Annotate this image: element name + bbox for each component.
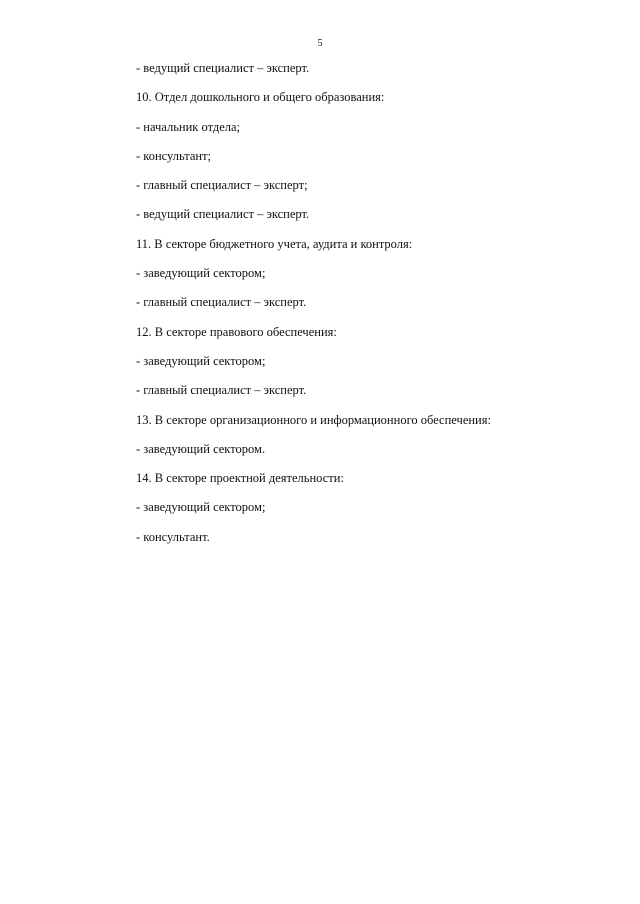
section-heading-12: 12. В секторе правового обеспечения: [136,324,337,339]
page-number: 5 [317,38,323,49]
section-heading-10: 10. Отдел дошкольного и общего образования: [136,90,385,105]
list-item: - главный специалист – эксперт; [136,178,308,193]
list-item: - главный специалист – эксперт. [136,383,307,398]
list-item: - ведущий специалист – эксперт. [136,207,310,222]
list-item: - ведущий специалист – эксперт. [136,61,310,75]
document-body [136,61,600,559]
list-item: - консультант. [136,529,210,544]
section-heading-13: 13. В секторе организационного и информационного обеспечения: [136,412,491,427]
section-heading-14: 14. В секторе проектной деятельности: [136,471,344,486]
list-item: - заведующий сектором; [136,500,266,515]
list-item: - главный специалист – эксперт. [136,295,307,310]
list-item: - начальник отдела; [136,119,241,134]
list-item: - консультант; [136,148,211,163]
list-item: - заведующий сектором. [136,441,266,456]
list-item: - заведующий сектором; [136,353,266,368]
list-item: - заведующий сектором; [136,266,266,281]
section-heading-11: 11. В секторе бюджетного учета, аудита и контроля: [136,236,413,251]
